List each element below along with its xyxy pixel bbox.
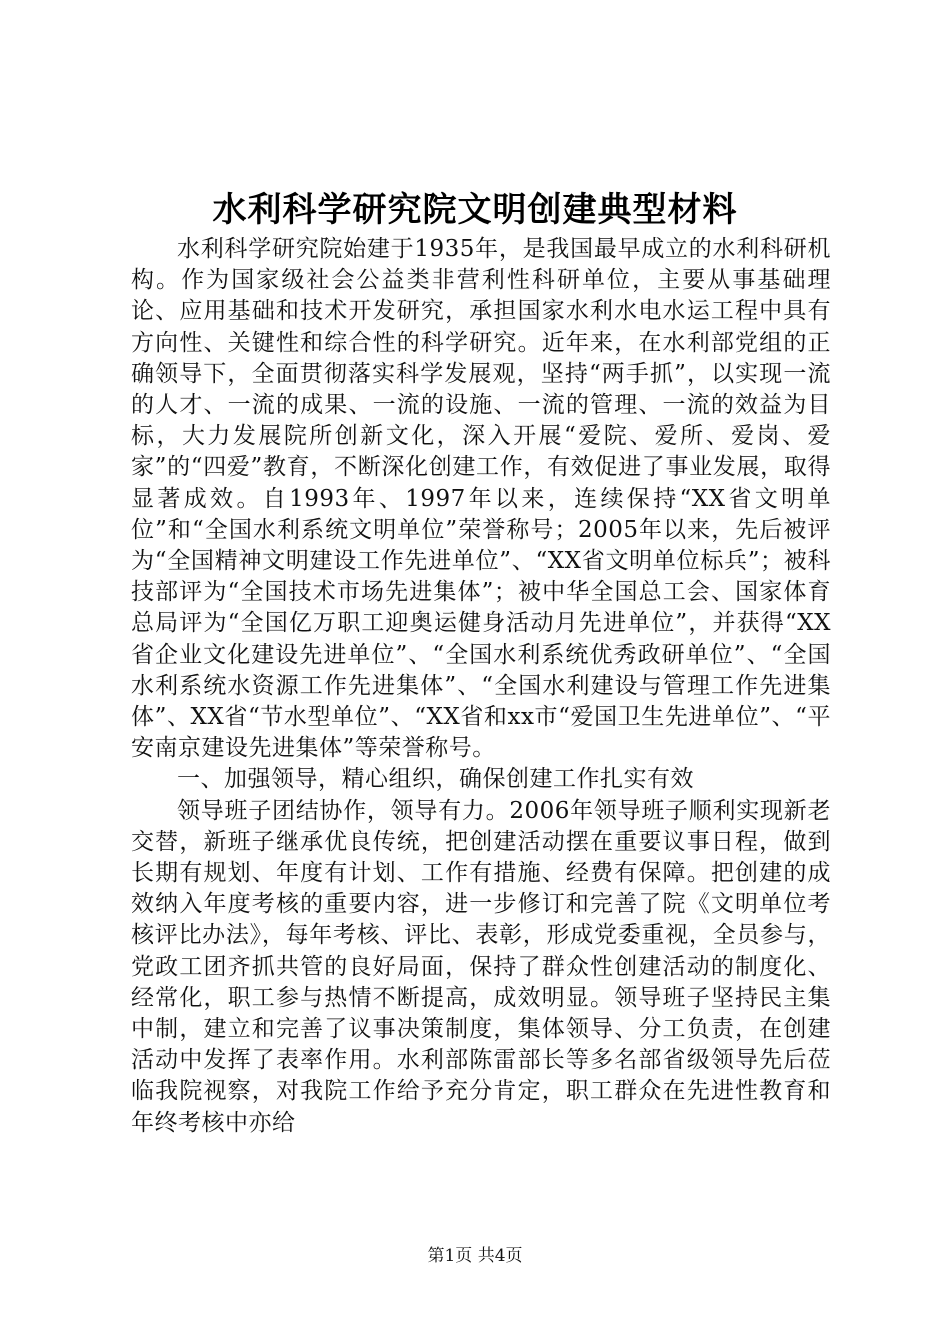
document-body: [131, 234, 831, 1139]
section-heading: 一、加强领导，精心组织，确保创建工作扎实有效: [177, 766, 694, 793]
document-title: 水利科学研究院文明创建典型材料: [212, 190, 738, 230]
intro-paragraph: 水利科学研究院始建于1935年，是我国最早成立的水利科研机构。作为国家级社会公益类非营利性科研单位，主要从事基础理论、应用基础和技术开发研究，承担国家水利水电水运工程中具有方向性、关键性和综合性的科学研究。近年来，在水利部党组的正确领导下，全面贯彻落实科学发展观，坚持“两手抓”，以实现一流的人才、一流的成果、一流的设施、一流的管理、一流的效益为目标，大力发展院所创新文化，深入开展“爱院、爱所、爱岗、爱家”的“四爱”教育，不断深化创建工作，有效促进了事业发展，取得显著成效。自1993年、1997年以来，连续保持“XX省文明单位”和“全国水利系统文明单位”荣誉称号；2005年以来，先后被评为“全国精神文明建设工作先进单位”、“XX省文明单位标兵”；被科技部评为“全国技术市场先进集体”；被中华全国总工会、国家体育总局评为“全国亿万职工迎奥运健身活动月先进单位”，并获得“XX省企业文化建设先进单位”、“全国水利系统优秀政研单位”、“全国水利系统水资源工作先进集体”、“全国水利建设与管理工作先进集体”、XX省“节水型单位”、“XX省和xx市“爱国卫生先进单位”、“平安南京建设先进集体”等荣誉称号。: [131, 236, 831, 762]
section-paragraph: 领导班子团结协作，领导有力。2006年领导班子顺利实现新老交替，新班子继承优良传统，把创建活动摆在重要议事日程，做到长期有规划、年度有计划、工作有措施、经费有保障。把创建的成效纳入年度考核的重要内容，进一步修订和完善了院《文明单位考核评比办法》，每年考核、评比、表彰，形成党委重视，全员参与，党政工团齐抓共管的良好局面，保持了群众性创建活动的制度化、经常化，职工参与热情不断提高，成效明显。领导班子坚持民主集中制，建立和完善了议事决策制度，集体领导、分工负责，在创建活动中发挥了表率作用。水利部陈雷部长等多名部省级领导先后莅临我院视察，对我院工作给予充分肯定，职工群众在先进性教育和年终考核中亦给: [131, 797, 831, 1136]
page-number-footer: 第1页 共4页: [427, 1246, 523, 1266]
